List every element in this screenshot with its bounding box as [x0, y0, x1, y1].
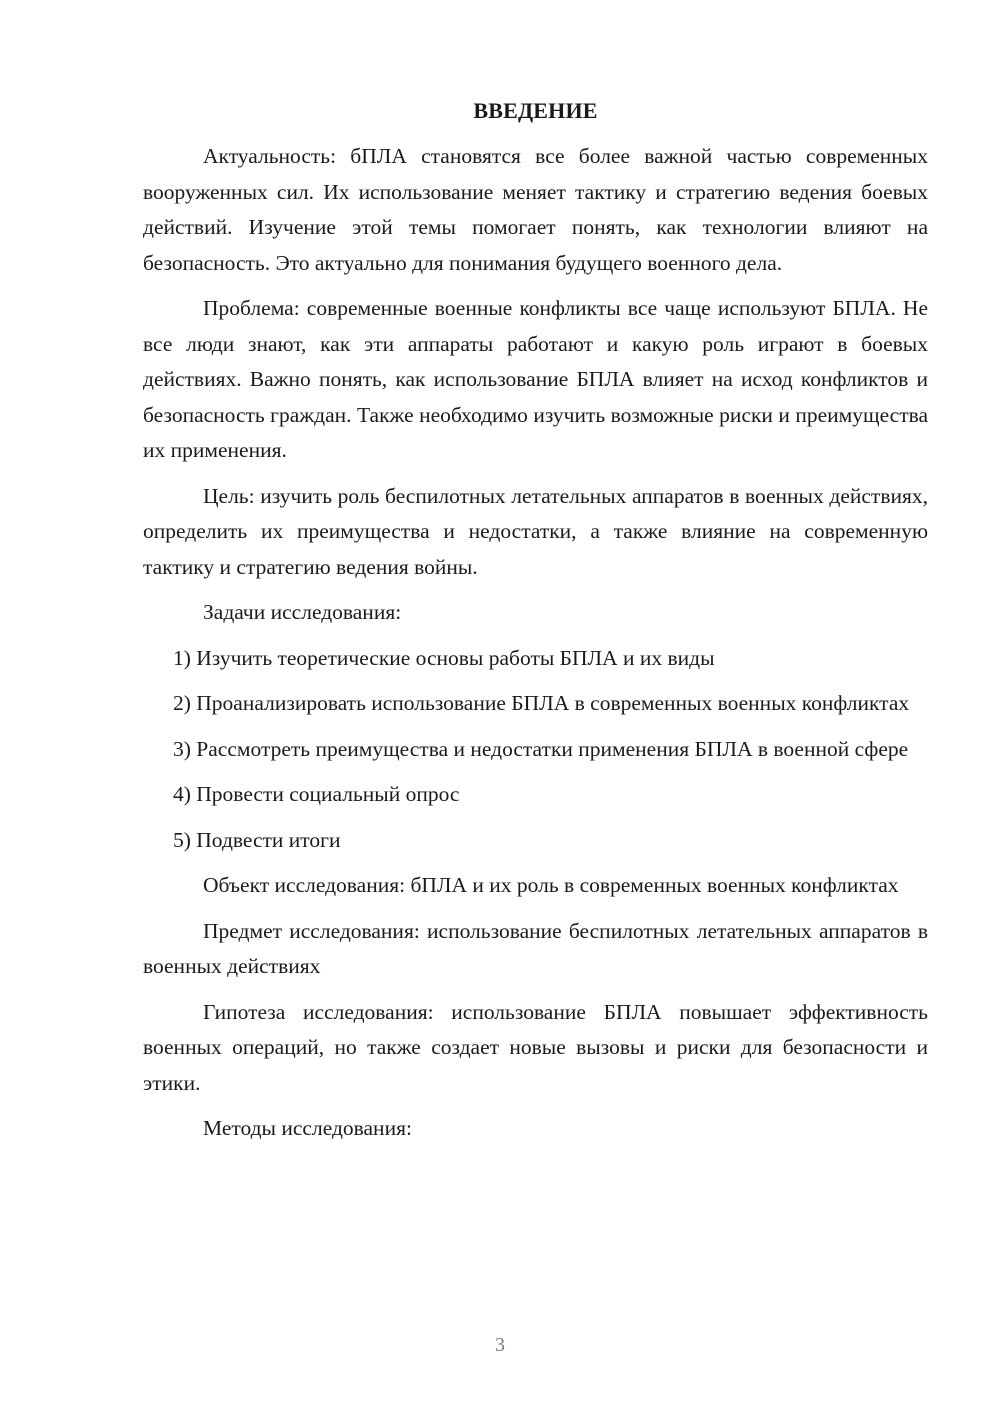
task-item: 4) Провести социальный опрос [173, 782, 460, 806]
methods-heading: Методы исследования: [203, 1116, 412, 1140]
task-item: 1) Изучить теоретические основы работы БПЛА и их виды [173, 645, 715, 670]
task-item: 3) Рассмотреть преимущества и недостатки применения БПЛА в военной сфере [173, 736, 909, 761]
hypothesis-paragraph: Гипотеза исследования: использование БПЛА повышает эффективность военных операций, но также создает новые вызовы и риски для безопасности и этики. [143, 999, 928, 1095]
subject-paragraph: Предмет исследования: использование беспилотных летательных аппаратов в военных действиях [143, 918, 928, 978]
relevance-paragraph: Актуальность: бПЛА становятся все более важной частью современных вооруженных сил. Их использование меняет тактику и стратегию ведения боевых действий. Изучение этой темы помогает понять, как технологии влияют на безопасность. Это актуально для понимания будущего военного дела. [143, 144, 928, 275]
goal-paragraph: Цель: изучить роль беспилотных летательных аппаратов в военных действиях, определить их преимущества и недостатки, а также влияние на современную тактику и стратегию ведения войны. [143, 483, 928, 579]
page-number: 3 [495, 1334, 505, 1356]
object-paragraph: Объект исследования: бПЛА и их роль в современных военных конфликтах [203, 873, 899, 897]
task-item: 5) Подвести итоги [173, 827, 341, 852]
task-item: 2) Проанализировать использование БПЛА в современных военных конфликтах [173, 691, 910, 715]
problem-paragraph: Проблема: современные военные конфликты все чаще используют БПЛА. Не все люди знают, как эти аппараты работают и какую роль играют в боевых действиях. Важно понять, как использование БПЛА влияет на исход конфликтов и безопасность граждан. Также необходимо изучить возможные риски и преимущества их применения. [143, 296, 928, 462]
tasks-heading: Задачи исследования: [203, 600, 402, 624]
tasks-list [143, 641, 928, 859]
document-page [143, 96, 928, 1157]
page-title: ВВЕДЕНИЕ [473, 98, 598, 123]
